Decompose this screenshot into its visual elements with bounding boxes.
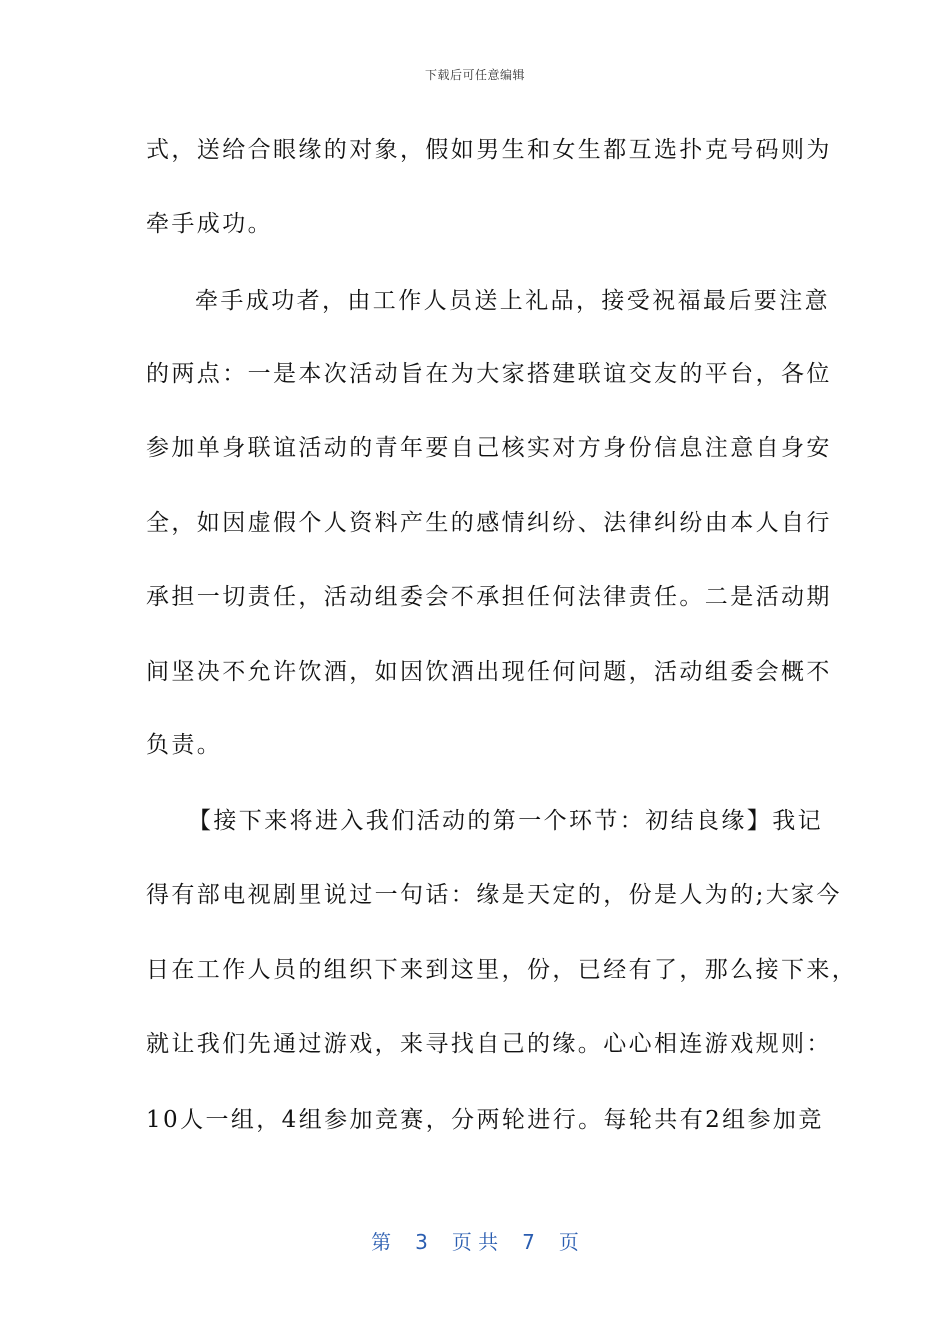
page-header: 下载后可任意编辑 (424, 68, 525, 82)
footer-total-pages: 7 (522, 1230, 535, 1254)
footer-current-page: 3 (415, 1230, 428, 1254)
text-line-6: 全，如因虚假个人资料产生的感情纠纷、法律纠纷由本人自行 (146, 510, 832, 536)
text-line-4: 的两点：一是本次活动旨在为大家搭建联谊交友的平台，各位 (146, 361, 832, 387)
text-line-10: 【接下来将进入我们活动的第一个环节：初结良缘】我记 (188, 808, 823, 834)
text-line-13: 就让我们先通过游戏，来寻找自己的缘。心心相连游戏规则： (146, 1031, 832, 1057)
text-line-1: 式，送给合眼缘的对象，假如男生和女生都互选扑克号码则为 (146, 137, 832, 163)
footer-page-mid: 页 共 (451, 1230, 499, 1254)
text-line-7: 承担一切责任，活动组委会不承担任何法律责任。二是活动期 (146, 584, 832, 610)
footer-page-prefix: 第 (371, 1230, 392, 1254)
page-footer (0, 1226, 950, 1255)
text-line-5: 参加单身联谊活动的青年要自己核实对方身份信息注意自身安 (146, 435, 832, 461)
text-line-9: 负责。 (146, 732, 223, 758)
text-line-14: 10人一组，4组参加竞赛，分两轮进行。每轮共有2组参加竞 (146, 1107, 824, 1133)
footer-page-suffix: 页 (558, 1230, 579, 1254)
text-line-11: 得有部电视剧里说过一句话：缘是天定的，份是人为的;大家今 (146, 882, 842, 908)
text-line-3: 牵手成功者，由工作人员送上礼品，接受祝福最后要注意 (195, 288, 830, 314)
text-line-2: 牵手成功。 (146, 211, 273, 237)
text-line-12: 日在工作人员的组织下来到这里，份，已经有了，那么接下来， (146, 957, 858, 983)
text-line-8: 间坚决不允许饮酒，如因饮酒出现任何问题，活动组委会概不 (146, 659, 832, 685)
